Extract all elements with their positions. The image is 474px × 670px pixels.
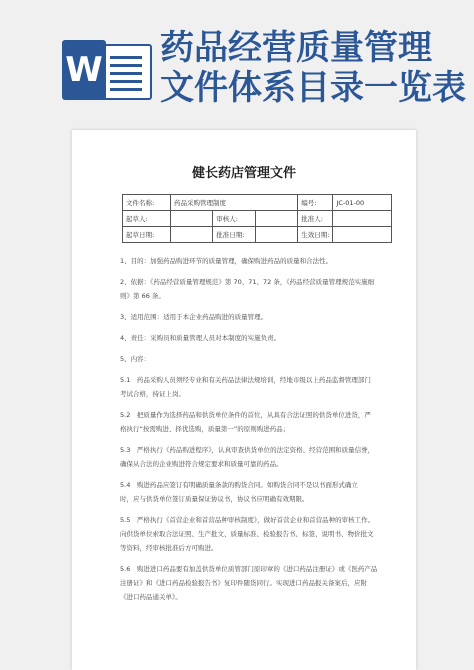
paragraph-basis-cont: 则》第 66 条。 <box>120 292 165 300</box>
clause-5-6-cont1: 注册证》和《进口药品检验报告书》复印件随货同行。实现进口药品报关备案后，应附 <box>120 579 367 587</box>
banner <box>0 0 474 128</box>
table-row <box>123 195 392 211</box>
document-body <box>120 254 392 604</box>
draft-date-label: 起草日期: <box>123 227 171 243</box>
clause-5-3-cont: 确保从合法的企业购进符合规定要求和质量可靠的药品。 <box>120 460 283 468</box>
approver-value <box>333 211 392 227</box>
approve-date-label: 批准日期: <box>213 227 256 243</box>
paragraph-purpose: 1、目的：加强药品购进环节的质量管理，确保购进药品的质量和合法性。 <box>120 257 333 265</box>
word-doc-icon <box>62 40 150 100</box>
file-name-value: 药品采购管理制度 <box>171 195 298 211</box>
table-row <box>123 227 392 243</box>
clause-5-1-cont: 考试合格，持证上岗。 <box>120 390 185 398</box>
code-value: JC-01-00 <box>333 195 392 211</box>
draft-date-value <box>171 227 213 243</box>
clause-5-5-cont2: 等资料，经审核批准后方可购进。 <box>120 544 218 552</box>
table-row <box>123 211 392 227</box>
file-name-label: 文件名称: <box>123 195 171 211</box>
effective-date-label: 生效日期: <box>298 227 333 243</box>
paragraph-basis: 2、依据：《药品经营质量管理规范》第 70、71、72 条，《药品经营质量管理规范实施细 <box>120 278 375 286</box>
document-info-table <box>122 194 392 243</box>
paragraph-content: 5、内容： <box>120 355 151 363</box>
banner-title-line1: 药品经营质量管理 <box>160 28 432 68</box>
clause-5-5-cont1: 向供货单位索取合法证照、生产批文、质量标准、检验报告书、标签、说明书、物价批文 <box>120 530 374 538</box>
drafter-value <box>171 211 213 227</box>
clause-5-5: 5.5 严格执行《首营企业和首营品种审核制度》，做好首营企业和首营品种的审核工作。 <box>120 516 375 524</box>
clause-5-4: 5.4 购进药品应签订有明确质量条款的购货合同。如购货合同不是以书面形式确立 <box>120 481 358 489</box>
drafter-label: 起草人: <box>123 211 171 227</box>
reviewer-value <box>256 211 298 227</box>
approver-label: 批准人: <box>298 211 333 227</box>
clause-5-1: 5.1 药品采购人员须经专业和有关药品法律法规培训，经地市级以上药品监督管理部门 <box>120 376 371 384</box>
document-page <box>72 130 416 670</box>
document-title: 健长药店管理文件 <box>191 166 296 181</box>
paragraph-scope: 3、适用范围：适用于本企业药品购进的质量管理。 <box>120 313 268 321</box>
clause-5-2-cont: 格执行“按需购进、择优选购，质量第一”的原则购进药品； <box>120 425 290 433</box>
reviewer-label: 审核人: <box>213 211 256 227</box>
word-icon-badge: W <box>62 40 106 100</box>
clause-5-4-cont: 时，应与供货单位签订质量保证协议书，协议书应明确有效期限。 <box>120 495 309 503</box>
clause-5-2: 5.2 把质量作为选择药品和供货单位条件的首位，从具有合法证照的供货单位进货，严 <box>120 411 371 419</box>
paragraph-responsibility: 4、责任：采购员和质量管理人员对本制度的实施负责。 <box>120 334 281 342</box>
effective-date-value <box>333 227 392 243</box>
clause-5-3: 5.3 严格执行《药品购进程序》，认真审查供货单位的法定资格、经营范围和质量信誉， <box>120 446 375 454</box>
banner-title-line2: 文件体系目录一览表 <box>160 68 466 108</box>
approve-date-value <box>256 227 298 243</box>
clause-5-6: 5.6 购进进口药品要有加盖供货单位质管部门原印章的《进口药品注册证》或《医药产品 <box>120 565 378 573</box>
code-label: 编号: <box>298 195 333 211</box>
clause-5-6-cont2: 《进口药品通关单》。 <box>120 593 182 601</box>
